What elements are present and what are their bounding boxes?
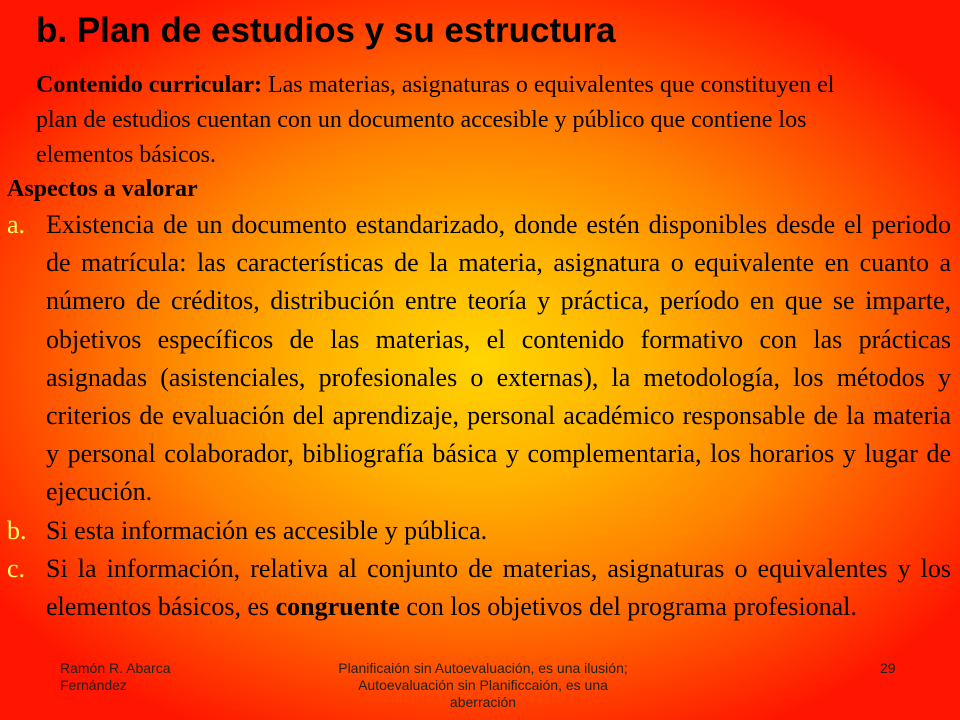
footer-author: Ramón R. Abarca Fernández: [60, 660, 171, 693]
criteria-item-b: [7, 512, 951, 550]
criteria-text: Si esta información es accesible y pública.: [46, 515, 488, 545]
list-marker: b.: [7, 515, 27, 545]
criteria-text: [46, 550, 951, 626]
list-marker: c.: [7, 553, 26, 583]
slide-title: b. Plan de estudios y su estructura: [36, 11, 616, 50]
criteria-list: [7, 206, 951, 626]
criteria-text-before: Si la información, relativa al conjunto de materias, asignaturas o equivalentes y los elementos básicos, es: [46, 553, 951, 622]
intro-body: Las materias, asignaturas o equivalentes que constituyen el plan de estudios cuentan con un documento accesible y público que contiene los elementos básicos.: [36, 72, 835, 168]
criteria-text: Existencia de un documento estandarizado, donde estén disponibles desde el periodo de matrícula: las características de la materia, asignatura o equivalente en cuanto a número de créditos, distribución entre teoría y práctica, período en que se imparte, objetivos específicos de las materias, el contenido formativo con las prácticas asignadas (asistenciales, profesionales o externas), la metodología, los métodos y criterios de evaluación del aprendizaje, personal académico responsable de la materia y personal colaborador, bibliografía básica y complementaria, los horarios y lugar de ejecución.: [46, 210, 951, 507]
intro-paragraph: [36, 68, 876, 173]
criteria-item-a: [7, 206, 951, 512]
criteria-text-after: con los objetivos del programa profesional.: [399, 592, 857, 622]
criteria-emphasis: congruente: [275, 592, 400, 622]
footer-page-number: 29: [880, 660, 896, 676]
aspects-heading: Aspectos a valorar: [7, 176, 198, 202]
criteria-item-c: [7, 550, 951, 626]
footer-caption: Planificaión sin Autoevaluación, es una ilusión; Autoevaluación sin Planificcaión, es una aberración: [338, 660, 628, 710]
list-marker: a.: [7, 210, 26, 239]
intro-lead: Contenido curricular:: [36, 72, 262, 98]
